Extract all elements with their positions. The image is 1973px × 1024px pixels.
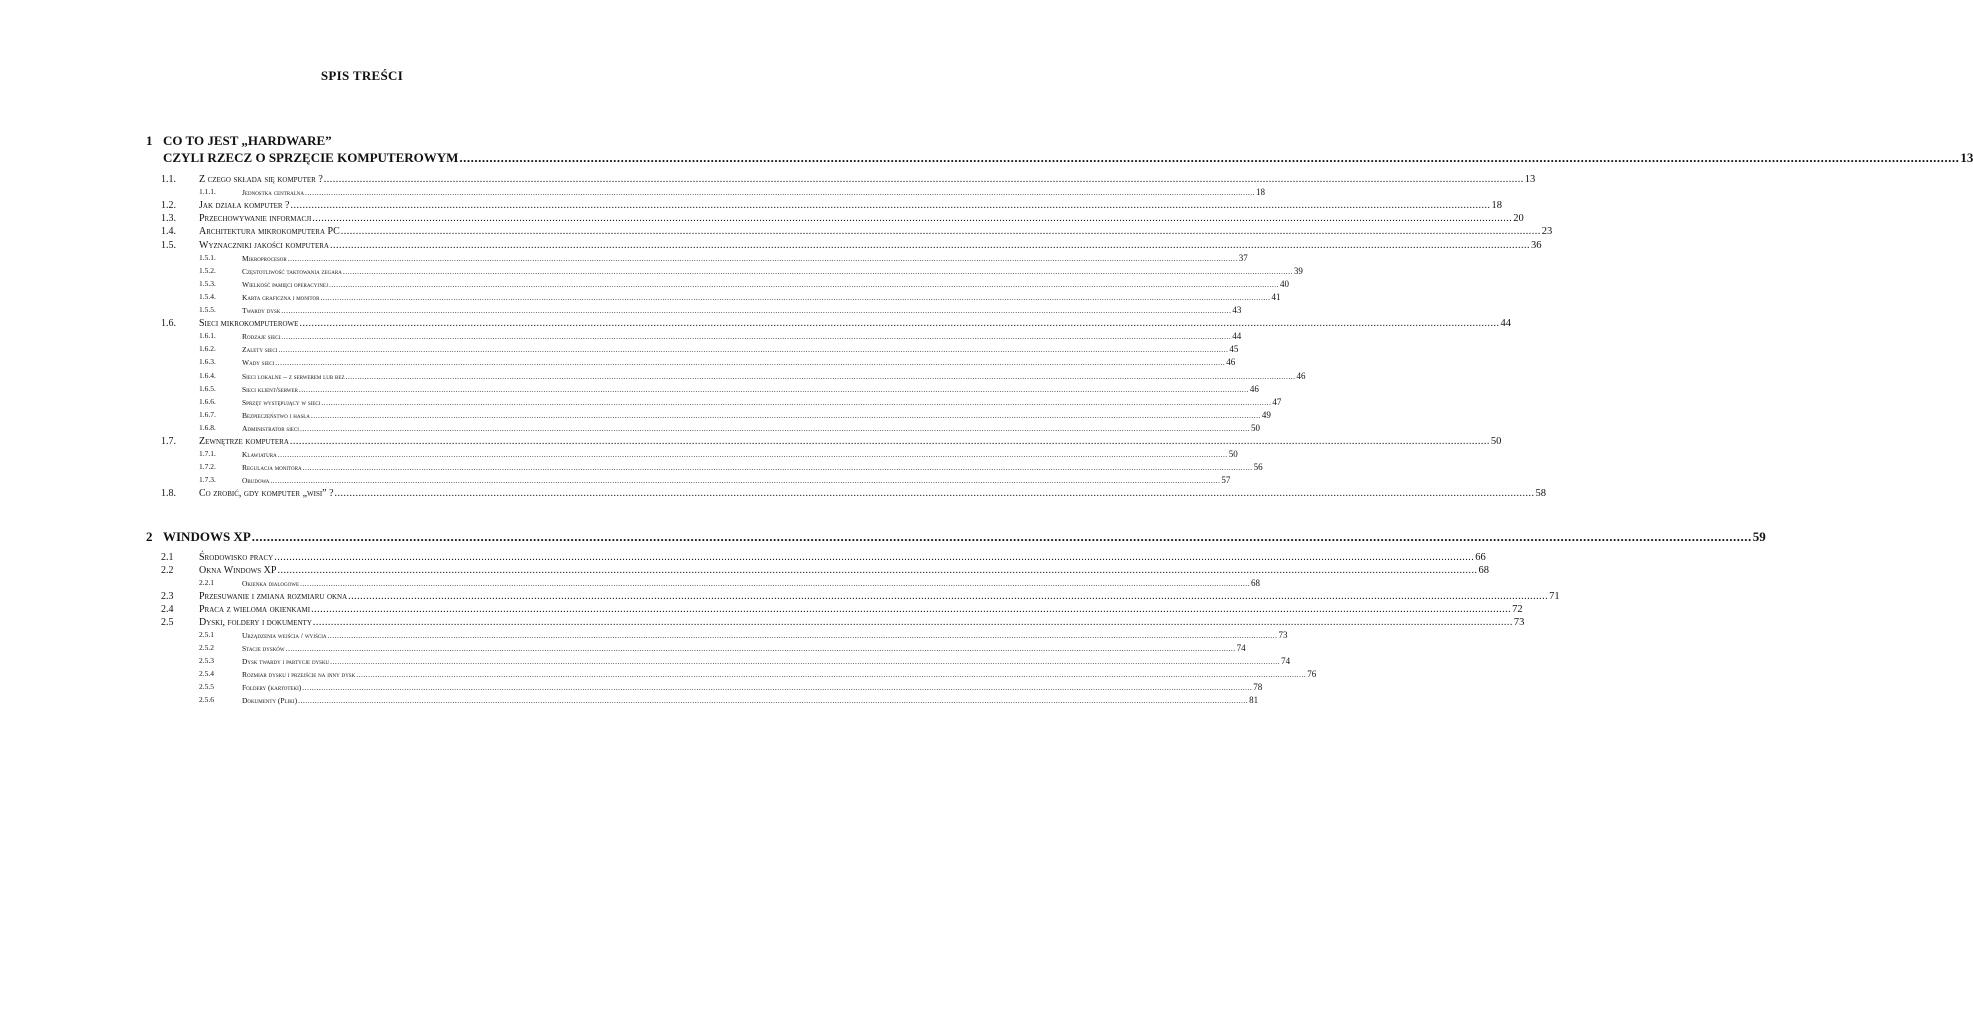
page-number: 78 [1253, 682, 1263, 692]
section-number: 2.4 [161, 604, 174, 615]
chapter-number: 2 [146, 529, 153, 544]
section-title: Administrator sieci [242, 423, 299, 433]
section-number: 1.6.7. [199, 409, 216, 419]
dot-leader: ................................................................................................................................................................................................................................................................................................................................................................................................................ [299, 318, 1500, 330]
toc-entry [242, 578, 1261, 588]
page-number: 68 [1478, 565, 1489, 576]
page-number: 44 [1232, 331, 1242, 342]
section-title: Wady sieci [242, 358, 275, 368]
dot-leader: ................................................................................................................................................................................................................................................................................................................................................................................................................ [281, 306, 1232, 315]
dot-leader: ................................................................................................................................................................................................................................................................................................................................................................................................................ [287, 253, 1238, 263]
dot-leader: ................................................................................................................................................................................................................................................................................................................................................................................................................ [340, 226, 1541, 238]
section-title: Karta graficzna i monitor [242, 292, 320, 302]
toc-entry [163, 529, 1766, 545]
section-title: Urządzenia wejścia / wyjścia [242, 631, 327, 640]
dot-leader: ................................................................................................................................................................................................................................................................................................................................................................................................................ [312, 213, 1513, 225]
section-number: 1.6.2. [199, 344, 216, 354]
toc-entry [199, 488, 1547, 500]
section-number: 1.8. [161, 488, 176, 500]
section-number: 1.6.4. [199, 370, 216, 380]
section-number: 1.7.2. [199, 462, 216, 472]
toc-entry [242, 265, 1303, 276]
page-number: 46 [1249, 383, 1259, 394]
page-number: 66 [1475, 552, 1486, 563]
dot-leader: ................................................................................................................................................................................................................................................................................................................................................................................................................ [285, 644, 1236, 653]
dot-leader: ................................................................................................................................................................................................................................................................................................................................................................................................................ [330, 657, 1281, 666]
section-number: 1.5.5. [199, 305, 216, 314]
chapter-title: WINDOWS XP [163, 529, 251, 544]
dot-leader: ................................................................................................................................................................................................................................................................................................................................................................................................................ [299, 423, 1250, 433]
section-number: 1.6. [161, 318, 176, 330]
section-number: 1.7.1. [199, 449, 216, 459]
toc-entry [242, 278, 1289, 289]
section-number: 2.5.3 [199, 656, 214, 665]
toc-entry [199, 226, 1553, 238]
toc-entry [199, 200, 1502, 212]
dot-leader: ................................................................................................................................................................................................................................................................................................................................................................................................................ [298, 696, 1249, 705]
dot-leader: ................................................................................................................................................................................................................................................................................................................................................................................................................ [270, 476, 1221, 486]
page-number: 40 [1279, 278, 1289, 289]
page-number: 72 [1512, 604, 1523, 615]
section-title: Zewnętrze komputera [199, 436, 289, 447]
toc-entry [242, 396, 1282, 407]
section-title: Mikroprocesor [242, 253, 287, 263]
dot-leader: ................................................................................................................................................................................................................................................................................................................................................................................................................ [345, 371, 1296, 381]
section-title: Przechowywanie informacji [199, 213, 312, 225]
section-title: Sprzęt występujący w sieci [242, 397, 321, 407]
page-number: 71 [1549, 591, 1560, 602]
section-number: 2.5.1 [199, 630, 214, 639]
toc-entry [242, 305, 1242, 315]
section-title: Okna Windows XP [199, 565, 277, 576]
page-number: 43 [1232, 305, 1242, 315]
dot-leader: ................................................................................................................................................................................................................................................................................................................................................................................................................ [348, 591, 1549, 602]
section-title: Architektura mikrokomputera PC [199, 226, 340, 238]
toc-entry [242, 409, 1271, 420]
dot-leader: ................................................................................................................................................................................................................................................................................................................................................................................................................ [277, 450, 1228, 460]
page-number: 13 [1960, 150, 1973, 165]
page-number: 46 [1296, 370, 1306, 381]
section-title: Z czego składa się komputer ? [199, 174, 323, 185]
toc-entry [242, 475, 1231, 486]
section-number: 2.2 [161, 565, 174, 576]
toc-entry [242, 187, 1266, 198]
section-title: Jak działa komputer ? [199, 200, 290, 212]
toc-entry [199, 213, 1524, 225]
toc-entry [242, 383, 1259, 394]
section-title: Bezpieczeństwo i hasła [242, 410, 310, 420]
dot-leader: ................................................................................................................................................................................................................................................................................................................................................................................................................ [278, 345, 1229, 355]
section-title: Twardy dysk [242, 306, 281, 315]
toc-entry [242, 695, 1259, 705]
toc-entry [242, 462, 1263, 473]
page-number: 46 [1226, 357, 1236, 368]
page-number: 36 [1530, 239, 1542, 251]
dot-leader: ................................................................................................................................................................................................................................................................................................................................................................................................................ [312, 617, 1513, 628]
section-title: Przesuwanie i zmiana rozmiaru okna [199, 591, 348, 602]
page-number: 44 [1500, 318, 1511, 330]
section-number: 1.5.2. [199, 265, 216, 275]
page-number: 76 [1307, 669, 1317, 679]
dot-leader: ................................................................................................................................................................................................................................................................................................................................................................................................................ [310, 410, 1261, 420]
section-number: 2.5 [161, 617, 174, 628]
toc-entry [242, 357, 1236, 368]
toc-entry [199, 617, 1525, 628]
dot-leader: ................................................................................................................................................................................................................................................................................................................................................................................................................ [251, 529, 1752, 544]
page-number: 49 [1261, 409, 1271, 420]
toc-entry [242, 682, 1263, 692]
dot-leader: ................................................................................................................................................................................................................................................................................................................................................................................................................ [277, 565, 1478, 576]
dot-leader: ................................................................................................................................................................................................................................................................................................................................................................................................................ [328, 279, 1279, 289]
section-title: Co zrobić, gdy komputer „wisi” ? [199, 488, 334, 500]
dot-leader: ................................................................................................................................................................................................................................................................................................................................................................................................................ [300, 579, 1251, 588]
toc-entry [199, 591, 1560, 602]
page-title: SPIS TREŚCI [320, 68, 404, 83]
page-number: 59 [1752, 529, 1766, 544]
page-number: 18 [1256, 187, 1266, 198]
section-number: 1.4. [161, 226, 176, 238]
dot-leader: ................................................................................................................................................................................................................................................................................................................................................................................................................ [298, 384, 1249, 394]
dot-leader: ................................................................................................................................................................................................................................................................................................................................................................................................................ [289, 436, 1490, 447]
section-title: Okienka dialogowe [242, 579, 300, 588]
page-number: 20 [1513, 213, 1524, 225]
section-number: 2.3 [161, 591, 174, 602]
dot-leader: ................................................................................................................................................................................................................................................................................................................................................................................................................ [321, 397, 1272, 407]
dot-leader: ................................................................................................................................................................................................................................................................................................................................................................................................................ [302, 463, 1253, 473]
toc-entry [199, 318, 1511, 330]
page-number: 74 [1236, 643, 1246, 653]
dot-leader: ................................................................................................................................................................................................................................................................................................................................................................................................................ [281, 332, 1232, 342]
section-number: 1.5.3. [199, 278, 216, 288]
section-number: 2.2.1 [199, 578, 214, 587]
section-title: Sieci mikrokomputerowe [199, 318, 299, 330]
dot-leader: ................................................................................................................................................................................................................................................................................................................................................................................................................ [342, 266, 1293, 276]
section-number: 1.5.4. [199, 291, 216, 301]
section-title: Środowisko pracy [199, 552, 274, 563]
dot-leader: ................................................................................................................................................................................................................................................................................................................................................................................................................ [274, 552, 1475, 563]
section-title: Zalety sieci [242, 345, 278, 355]
page-number: 68 [1251, 578, 1261, 588]
dot-leader: ................................................................................................................................................................................................................................................................................................................................................................................................................ [275, 358, 1226, 368]
section-number: 2.5.4 [199, 669, 214, 678]
section-number: 1.6.3. [199, 357, 216, 367]
toc-entry [242, 370, 1306, 381]
section-number: 1.3. [161, 213, 176, 225]
page-number: 50 [1250, 422, 1260, 433]
page-number: 56 [1253, 462, 1263, 473]
section-number: 1.5.1. [199, 252, 216, 262]
dot-leader: ................................................................................................................................................................................................................................................................................................................................................................................................................ [356, 670, 1307, 679]
toc-entry [242, 643, 1246, 653]
section-title: Dysk twardy i partycje dysku [242, 657, 330, 666]
toc-entry [199, 552, 1486, 563]
section-title: Regulacja monitora [242, 463, 302, 473]
section-title: Wyznaczniki jakości komputera [199, 239, 329, 251]
toc-entry [199, 174, 1536, 185]
section-number: 1.7.3. [199, 475, 216, 485]
toc-entry [242, 291, 1281, 302]
page-number: 13 [1524, 174, 1536, 185]
toc-entry [242, 344, 1239, 355]
dot-leader: ................................................................................................................................................................................................................................................................................................................................................................................................................ [290, 200, 1491, 212]
page-number: 57 [1221, 475, 1231, 486]
toc-entry [242, 331, 1242, 342]
dot-leader: ................................................................................................................................................................................................................................................................................................................................................................................................................ [334, 488, 1535, 500]
page-number: 73 [1513, 617, 1525, 628]
section-title: Dokumenty (Pliki) [242, 696, 298, 705]
dot-leader: ................................................................................................................................................................................................................................................................................................................................................................................................................ [327, 631, 1278, 640]
dot-leader: ................................................................................................................................................................................................................................................................................................................................................................................................................ [320, 292, 1271, 302]
section-number: 2.5.2 [199, 643, 214, 652]
toc-entry [163, 150, 1973, 166]
section-number: 1.6.6. [199, 396, 216, 406]
section-title: Rodzaje sieci [242, 332, 281, 342]
section-number: 2.5.6 [199, 695, 214, 704]
page-number: 23 [1541, 226, 1553, 238]
toc-entry [242, 630, 1288, 640]
page-number: 37 [1238, 252, 1248, 263]
page-number: 81 [1249, 695, 1259, 705]
chapter-title: CO TO JEST „HARDWARE” [163, 133, 332, 148]
section-title: Klawiatura [242, 450, 277, 460]
toc-entry [242, 422, 1260, 433]
section-number: 2.5.5 [199, 682, 214, 691]
page-number: 41 [1271, 291, 1281, 302]
section-title: Dyski, foldery i dokumenty [199, 617, 312, 628]
section-title: Wielkość pamięci operacyjnej [242, 279, 328, 289]
dot-leader: ................................................................................................................................................................................................................................................................................................................................................................................................................ [305, 188, 1256, 198]
page-number: 39 [1293, 265, 1303, 276]
toc-entry [199, 604, 1523, 615]
page-number: 58 [1535, 488, 1547, 500]
toc-entry [199, 239, 1542, 251]
toc-entry [242, 449, 1238, 460]
page-number: 47 [1272, 396, 1282, 407]
section-number: 1.6.1. [199, 331, 216, 341]
dot-leader: ................................................................................................................................................................................................................................................................................................................................................................................................................ [323, 174, 1524, 185]
page-number: 73 [1278, 630, 1288, 640]
section-title: Praca z wieloma okienkami [199, 604, 311, 615]
section-title: Częstotliwość taktowania zegara [242, 266, 342, 276]
section-title: Stacje dysków [242, 644, 285, 653]
toc-entry [242, 656, 1291, 666]
section-number: 1.7. [161, 436, 176, 447]
page-number: 45 [1229, 344, 1239, 355]
dot-leader: ................................................................................................................................................................................................................................................................................................................................................................................................................ [302, 683, 1253, 692]
section-number: 1.1. [161, 174, 176, 185]
section-number: 1.5. [161, 239, 176, 251]
toc-entry [242, 669, 1317, 679]
chapter-title-line2: CZYLI RZECZ O SPRZĘCIE KOMPUTEROWYM [163, 150, 459, 165]
page-number: 18 [1491, 200, 1502, 212]
section-number: 1.6.8. [199, 422, 216, 432]
section-number: 2.1 [161, 552, 174, 563]
toc-entry [242, 252, 1248, 263]
section-number: 1.2. [161, 200, 176, 212]
page-number: 50 [1490, 436, 1502, 447]
section-title: Obudowa [242, 476, 270, 486]
chapter-number: 1 [146, 133, 153, 148]
section-title: Sieci klient/serwer [242, 384, 298, 394]
dot-leader: ................................................................................................................................................................................................................................................................................................................................................................................................................ [311, 604, 1512, 615]
section-title: Jednostka centralna [242, 188, 305, 198]
toc-entry [199, 565, 1489, 576]
dot-leader: ................................................................................................................................................................................................................................................................................................................................................................................................................ [329, 239, 1530, 251]
section-title: Foldery (kartoteki) [242, 683, 302, 692]
section-number: 1.1.1. [199, 187, 216, 197]
page-number: 50 [1228, 449, 1238, 460]
toc-entry [199, 436, 1502, 447]
dot-leader: ................................................................................................................................................................................................................................................................................................................................................................................................................ [459, 150, 1960, 165]
section-title: Rozmiar dysku i przejście na inny dysk [242, 670, 356, 679]
page-number: 74 [1281, 656, 1291, 666]
section-title: Sieci lokalne – z serwerem lub bez [242, 371, 345, 381]
section-number: 1.6.5. [199, 383, 216, 393]
